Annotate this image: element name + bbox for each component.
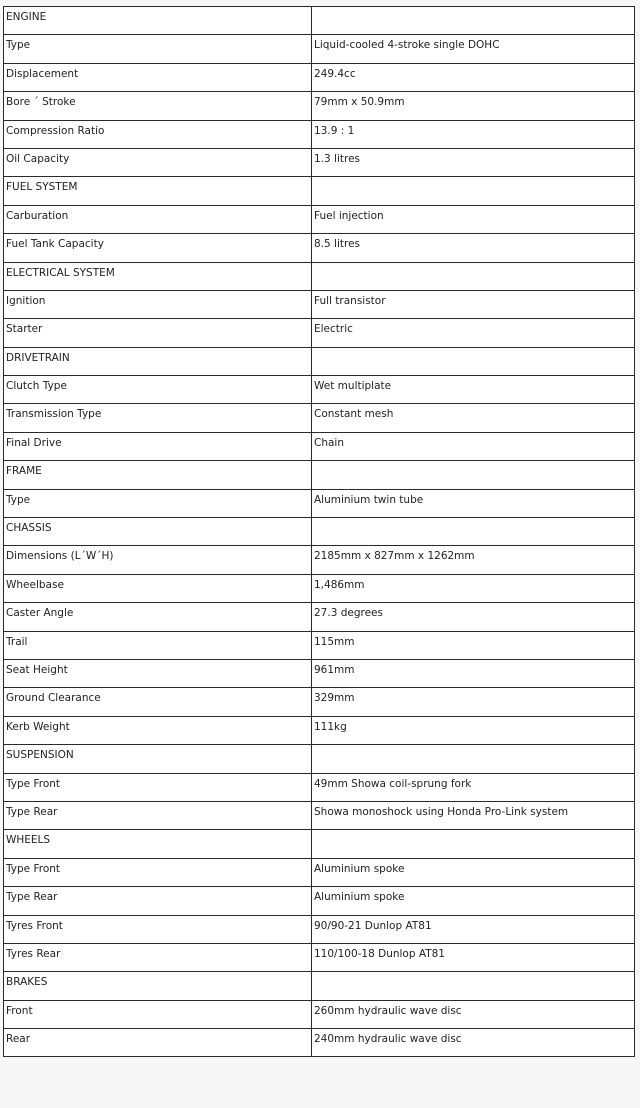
section-header-row [4,745,635,773]
spec-value: 961mm [312,659,635,687]
table-row [4,234,635,262]
section-header-row [4,972,635,1000]
spec-value [312,745,635,773]
table-row [4,35,635,63]
section-header-row [4,830,635,858]
spec-value: Liquid-cooled 4-stroke single DOHC [312,35,635,63]
spec-value: Aluminium spoke [312,858,635,886]
spec-value: Electric [312,319,635,347]
spec-value [312,7,635,35]
spec-label: Type Front [4,773,312,801]
spec-label: Type Rear [4,801,312,829]
table-row [4,92,635,120]
table-row [4,319,635,347]
spec-value: Aluminium twin tube [312,489,635,517]
spec-value [312,972,635,1000]
table-row [4,716,635,744]
spec-value [312,177,635,205]
spec-label: Ground Clearance [4,688,312,716]
table-row [4,205,635,233]
spec-value: 240mm hydraulic wave disc [312,1029,635,1057]
spec-value: Chain [312,432,635,460]
section-title: BRAKES [4,972,312,1000]
spec-label: Kerb Weight [4,716,312,744]
spec-label: Oil Capacity [4,148,312,176]
table-row [4,1029,635,1057]
section-title: CHASSIS [4,518,312,546]
spec-value [312,518,635,546]
spec-sheet [3,6,634,1057]
spec-value: 27.3 degrees [312,603,635,631]
section-title: SUSPENSION [4,745,312,773]
spec-label: Fuel Tank Capacity [4,234,312,262]
spec-label: Seat Height [4,659,312,687]
spec-label: Type [4,35,312,63]
spec-label: Type Front [4,858,312,886]
spec-value: 90/90-21 Dunlop AT81 [312,915,635,943]
table-row [4,688,635,716]
spec-table [3,6,635,1057]
table-row [4,1000,635,1028]
spec-table-body [4,7,635,1057]
table-row [4,659,635,687]
table-row [4,773,635,801]
table-row [4,376,635,404]
spec-label: Clutch Type [4,376,312,404]
spec-value: Aluminium spoke [312,887,635,915]
spec-value [312,262,635,290]
table-row [4,148,635,176]
spec-value: 8.5 litres [312,234,635,262]
spec-value: Full transistor [312,290,635,318]
spec-label: Starter [4,319,312,347]
table-row [4,404,635,432]
section-title: FUEL SYSTEM [4,177,312,205]
section-header-row [4,347,635,375]
table-row [4,63,635,91]
spec-label: Wheelbase [4,574,312,602]
spec-value: 2185mm x 827mm x 1262mm [312,546,635,574]
spec-value: 260mm hydraulic wave disc [312,1000,635,1028]
section-header-row [4,461,635,489]
table-row [4,432,635,460]
table-row [4,858,635,886]
spec-value: Wet multiplate [312,376,635,404]
spec-value: 79mm x 50.9mm [312,92,635,120]
section-title: DRIVETRAIN [4,347,312,375]
spec-label: Transmission Type [4,404,312,432]
spec-label: Dimensions (L´W´H) [4,546,312,574]
table-row [4,290,635,318]
table-row [4,943,635,971]
spec-value: 111kg [312,716,635,744]
spec-value [312,461,635,489]
section-header-row [4,262,635,290]
spec-value: 13.9 : 1 [312,120,635,148]
table-row [4,801,635,829]
spec-label: Final Drive [4,432,312,460]
spec-value: Showa monoshock using Honda Pro-Link system [312,801,635,829]
spec-label: Front [4,1000,312,1028]
table-row [4,887,635,915]
spec-label: Displacement [4,63,312,91]
section-title: ELECTRICAL SYSTEM [4,262,312,290]
section-header-row [4,7,635,35]
spec-label: Tyres Rear [4,943,312,971]
table-row [4,120,635,148]
spec-label: Bore ´ Stroke [4,92,312,120]
spec-label: Carburation [4,205,312,233]
spec-value: 115mm [312,631,635,659]
spec-label: Tyres Front [4,915,312,943]
spec-label: Compression Ratio [4,120,312,148]
spec-label: Rear [4,1029,312,1057]
spec-value [312,830,635,858]
table-row [4,603,635,631]
spec-value: 1.3 litres [312,148,635,176]
section-title: FRAME [4,461,312,489]
spec-value: Fuel injection [312,205,635,233]
spec-value: 1,486mm [312,574,635,602]
section-header-row [4,177,635,205]
spec-value: 329mm [312,688,635,716]
spec-label: Type Rear [4,887,312,915]
spec-value: 249.4cc [312,63,635,91]
section-title: ENGINE [4,7,312,35]
section-header-row [4,518,635,546]
spec-value: Constant mesh [312,404,635,432]
table-row [4,915,635,943]
table-row [4,489,635,517]
spec-label: Ignition [4,290,312,318]
table-row [4,631,635,659]
spec-value [312,347,635,375]
spec-label: Trail [4,631,312,659]
spec-label: Type [4,489,312,517]
section-title: WHEELS [4,830,312,858]
table-row [4,546,635,574]
table-row [4,574,635,602]
spec-label: Caster Angle [4,603,312,631]
spec-value: 49mm Showa coil-sprung fork [312,773,635,801]
spec-value: 110/100-18 Dunlop AT81 [312,943,635,971]
